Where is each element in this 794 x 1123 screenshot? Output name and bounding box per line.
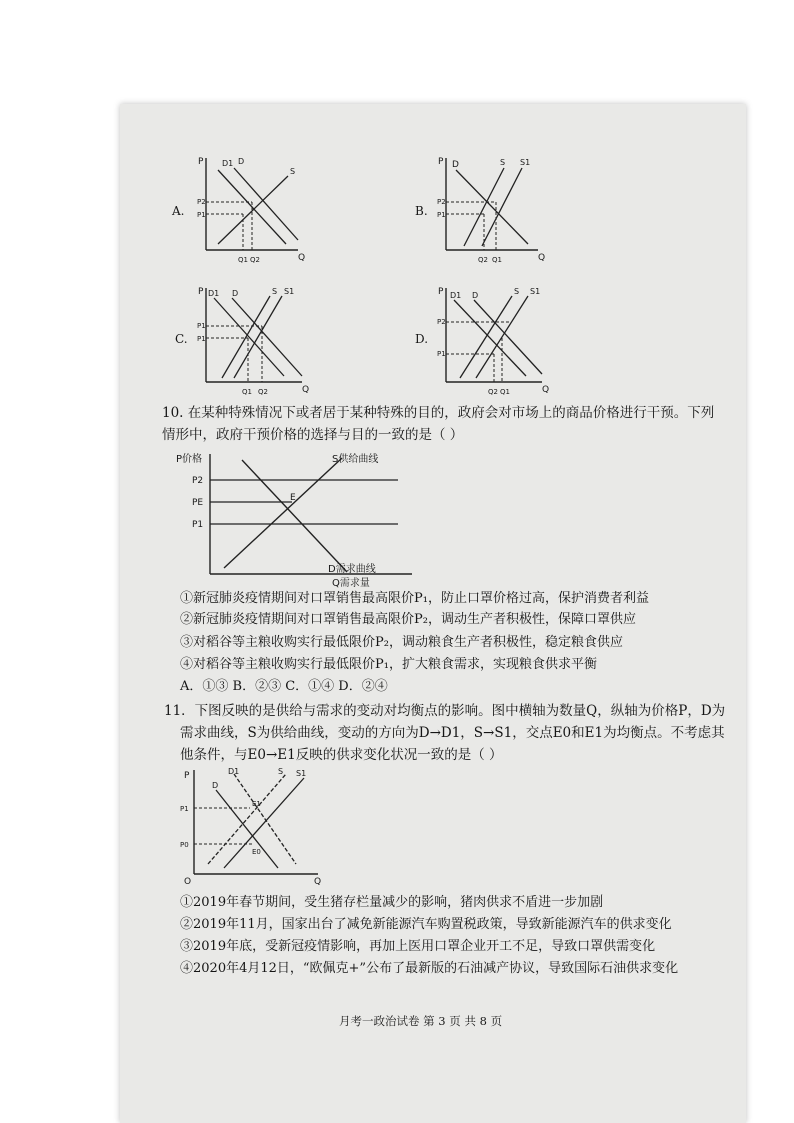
svg-text:Q1: Q1 [238,256,248,264]
svg-text:S1: S1 [520,158,531,167]
svg-text:D1: D1 [450,291,462,300]
svg-text:S: S [514,287,520,296]
svg-text:S1: S1 [530,287,541,296]
svg-text:D: D [232,289,239,298]
q10-item-3: ③对稻谷等主粮收购实行最低限价P₂，调动粮食生产者积极性，稳定粮食供应 [180,635,623,650]
svg-text:D需求曲线: D需求曲线 [328,564,376,575]
svg-text:Q需求量: Q需求量 [332,578,370,589]
q9-option-d-label: D. [415,332,429,346]
svg-text:P0: P0 [180,841,189,849]
svg-text:P2: P2 [192,476,204,486]
svg-text:P1: P1 [197,335,206,343]
svg-text:P2: P2 [437,318,446,326]
svg-text:Q: Q [298,253,306,263]
q9-graph-c [198,282,313,397]
svg-text:P1: P1 [197,322,206,330]
svg-text:D1: D1 [208,289,220,298]
svg-text:P1: P1 [197,211,206,219]
svg-text:Q2: Q2 [488,388,498,396]
svg-text:D: D [212,781,219,790]
svg-text:Q1: Q1 [242,388,252,396]
svg-text:D: D [452,160,459,170]
q11-stem-line3: 他条件，与E0→E1反映的供求变化状况一致的是（ ） [180,747,503,763]
page-footer: 月考一政治试卷 第 3 页 共 8 页 [339,1014,503,1028]
svg-text:D1: D1 [228,767,240,776]
q11-stem-line1: 11．下图反映的是供给与需求的变动对均衡点的影响。图中横轴为数量Q，纵轴为价格P，D为 [164,703,726,719]
exam-page [120,104,746,1123]
svg-text:P: P [184,771,190,781]
svg-text:P: P [198,157,204,167]
svg-text:S: S [272,287,278,296]
q11-item-3: ③2019年底，受新冠疫情影响，再加上医用口罩企业开工不足，导致口罩供需变化 [180,939,656,954]
svg-text:Q: Q [302,385,310,395]
svg-text:Q1: Q1 [492,256,502,264]
svg-text:D: D [238,157,245,166]
q10-choices: A．①③ B．②③ C．①④ D．②④ [180,679,388,694]
svg-text:P价格: P价格 [176,454,203,465]
q10-item-4: ④对稻谷等主粮收购实行最低限价P₁，扩大粮食需求，实现粮食供求平衡 [180,657,597,672]
svg-text:Q2: Q2 [258,388,268,396]
q9-option-b-label: B. [415,204,428,218]
q9-option-a-label: A. [172,204,185,218]
svg-text:S供给曲线: S供给曲线 [332,454,379,465]
svg-text:S: S [278,767,284,776]
svg-text:S1: S1 [284,287,295,296]
svg-text:P: P [438,287,444,297]
q9-graph-b [438,150,548,265]
q10-item-2: ②新冠肺炎疫情期间对口罩销售最高限价P₂，调动生产者积极性，保障口罩供应 [180,612,636,627]
svg-text:P1: P1 [192,520,204,530]
svg-text:S: S [500,158,506,167]
svg-text:Q2: Q2 [250,256,260,264]
svg-text:E1: E1 [252,800,261,808]
svg-text:Q: Q [542,385,550,395]
svg-text:O: O [184,877,192,887]
svg-text:P2: P2 [437,198,446,206]
q10-supply-demand-graph [172,450,422,590]
q9-graph-a [198,150,308,265]
svg-text:Q1: Q1 [500,388,510,396]
svg-text:D: D [472,291,479,300]
svg-text:P1: P1 [180,805,189,813]
q10-stem-line1: 10. 在某种特殊情况下或者居于某种特殊的目的，政府会对市场上的商品价格进行干预。下列 [162,405,715,421]
q11-item-4: ④2020年4月12日，“欧佩克+”公布了最新版的石油减产协议，导致国际石油供求变化 [180,961,679,976]
svg-text:P: P [198,287,204,297]
svg-text:S: S [290,167,296,176]
svg-text:E0: E0 [252,848,261,856]
svg-text:P2: P2 [197,198,206,206]
q11-stem-line2: 需求曲线，S为供给曲线，变动的方向为D→D1，S→S1，交点E0和E1为均衡点。不考虑其 [180,725,725,741]
q10-item-1: ①新冠肺炎疫情期间对口罩销售最高限价P₁，防止口罩价格过高，保护消费者利益 [180,591,649,606]
svg-text:Q: Q [314,877,322,887]
svg-text:PE: PE [192,498,204,508]
svg-text:P1: P1 [437,211,446,219]
q9-graph-d [438,282,553,397]
svg-text:Q2: Q2 [478,256,488,264]
svg-text:E: E [290,493,296,503]
q10-stem-line2: 情形中，政府干预价格的选择与目的一致的是（ ） [162,427,464,443]
svg-text:P1: P1 [437,350,446,358]
svg-text:D1: D1 [222,159,234,168]
svg-text:S1: S1 [296,769,307,778]
svg-text:Q: Q [538,253,546,263]
q9-option-c-label: C. [175,332,188,346]
q11-item-2: ②2019年11月，国家出台了减免新能源汽车购置税政策，导致新能源汽车的供求变化 [180,917,672,932]
q11-supply-demand-graph [178,764,328,887]
svg-text:P: P [438,157,444,167]
q11-item-1: ①2019年春节期间，受生猪存栏量减少的影响，猪肉供求不盾进一步加剧 [180,895,604,910]
